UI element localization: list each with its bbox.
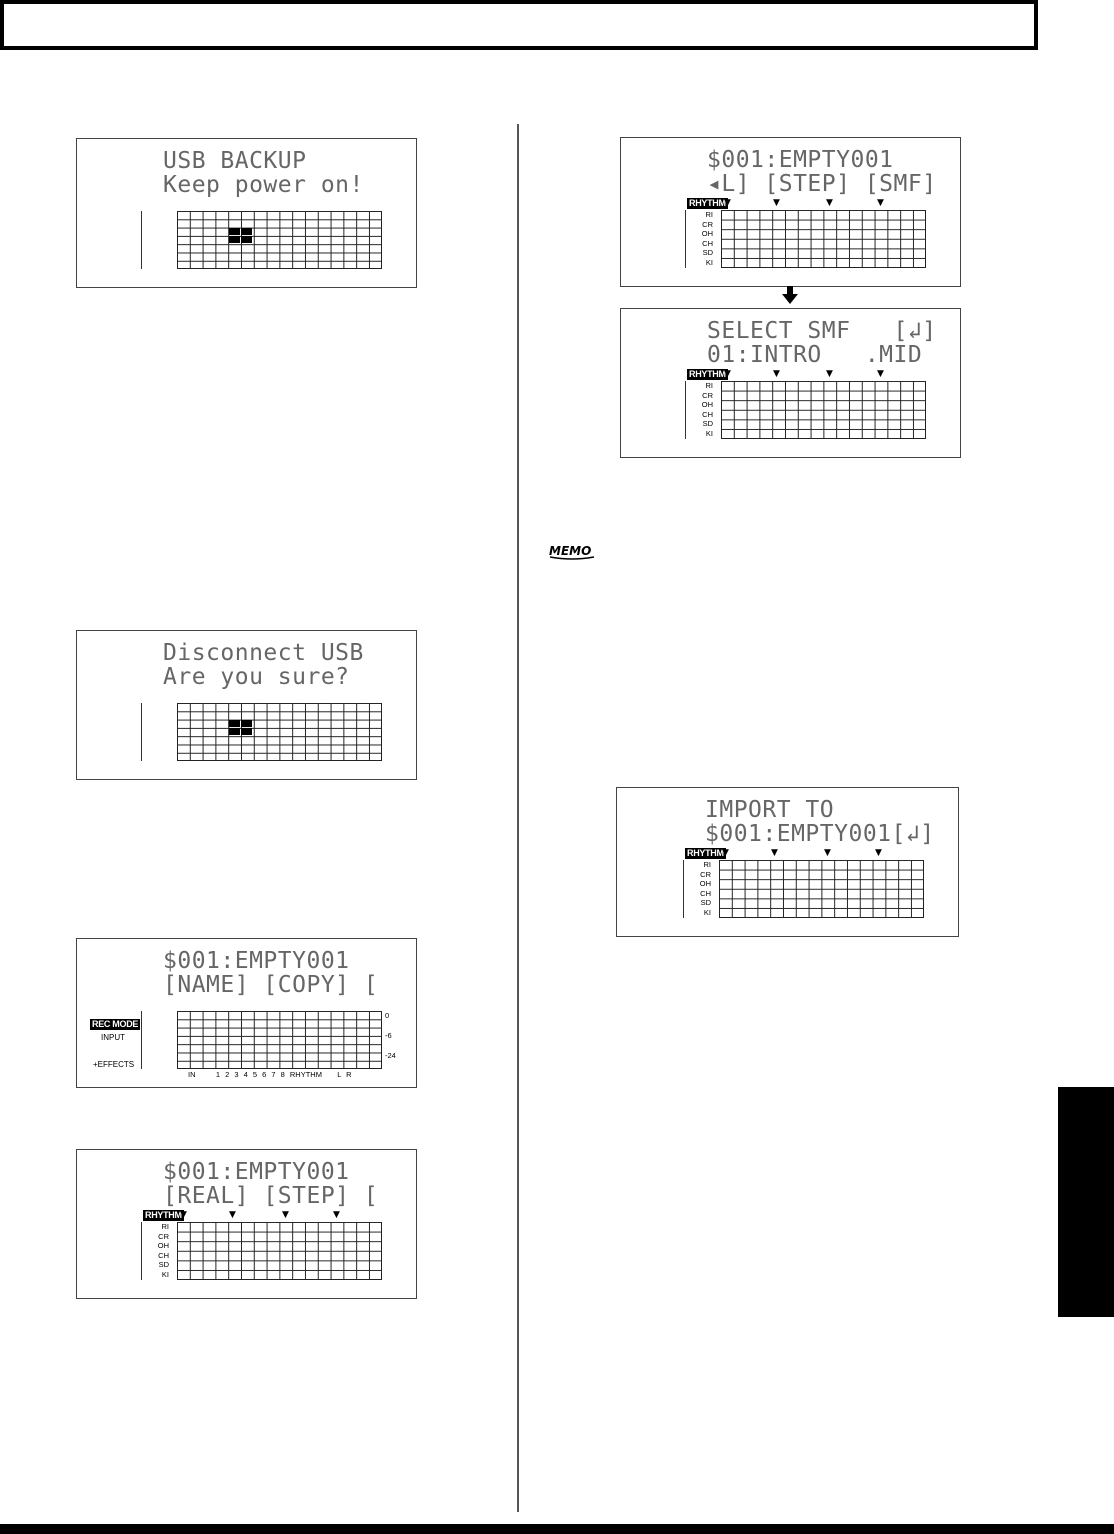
lcd-line-1: $001:EMPTY001 (163, 1159, 350, 1185)
progress-block (229, 228, 240, 235)
beat-marker: ▼ (824, 848, 831, 858)
rec-mode-tag: REC MODE (92, 1019, 139, 1029)
lcd-divider (141, 211, 142, 269)
drum-row-labels (153, 1222, 169, 1280)
lcd-line-2: ◂L] [STEP] [SMF] (707, 171, 937, 197)
drum-label: OH (701, 400, 713, 410)
drum-label: CH (158, 1250, 169, 1260)
beat-marker: ▼ (877, 369, 884, 379)
beat-marker: ▼ (229, 1210, 236, 1220)
progress-block (241, 728, 252, 735)
rhythm-tag: RHYTHM (145, 1210, 182, 1220)
progress-block (229, 728, 240, 735)
lcd-line-2: [REAL] [STEP] [ (163, 1183, 379, 1209)
drum-pattern-grid (177, 1222, 382, 1280)
lcd-line-2: Keep power on! (163, 172, 364, 198)
drum-label: KI (703, 907, 711, 917)
lcd-grid (177, 703, 382, 761)
beat-marker: ▼ (180, 1210, 187, 1220)
drum-label: SD (158, 1260, 169, 1270)
memo-text: MEMO (549, 544, 592, 558)
beat-marker: ▼ (877, 198, 884, 208)
lcd-import-to (616, 787, 959, 937)
lcd-divider (141, 703, 142, 761)
beat-marker: ▼ (826, 198, 833, 208)
channel-labels: IN 1 2 3 4 5 6 7 8 RHYTHM L R (188, 1070, 352, 1079)
rhythm-tag: RHYTHM (689, 369, 726, 379)
lcd-line-1: $001:EMPTY001 (707, 147, 894, 173)
drum-row-labels (697, 210, 713, 268)
lcd-line-2: $001:EMPTY001[↲] (705, 821, 935, 847)
drum-label: CR (702, 219, 713, 229)
drum-label: OH (699, 879, 711, 889)
bottom-bar (0, 1524, 1114, 1534)
drum-label: OH (157, 1241, 169, 1251)
progress-block (229, 720, 240, 727)
progress-block (241, 236, 252, 243)
drum-label: SD (702, 248, 713, 258)
drum-label: RI (705, 210, 713, 219)
drum-label: CR (702, 390, 713, 400)
lcd-smf-menu (620, 137, 961, 287)
lcd-divider (685, 381, 686, 439)
drum-label: CR (158, 1231, 169, 1241)
lcd-divider (141, 1222, 142, 1280)
drum-label: RI (161, 1222, 169, 1231)
lcd-divider (141, 1011, 142, 1069)
beat-marker: ▼ (773, 369, 780, 379)
lcd-rhythm-menu (76, 1149, 417, 1299)
lcd-select-smf (620, 308, 961, 458)
section-tab (1058, 1087, 1114, 1317)
drum-label: SD (700, 898, 711, 908)
drum-label: KI (705, 428, 713, 438)
beat-marker: ▼ (826, 369, 833, 379)
drum-pattern-grid (721, 381, 926, 439)
drum-label: CR (700, 869, 711, 879)
drum-label: CH (700, 888, 711, 898)
beat-marker: ▼ (333, 1210, 340, 1220)
rhythm-tag: RHYTHM (689, 198, 726, 208)
progress-block (241, 228, 252, 235)
drum-label: KI (161, 1269, 169, 1279)
lcd-grid (177, 211, 382, 269)
meter-scale-6: -6 (385, 1031, 392, 1040)
header-box (0, 0, 1038, 50)
lcd-line-1: SELECT SMF [↲] (707, 318, 937, 344)
drum-label: OH (701, 229, 713, 239)
meter-scale-24: -24 (385, 1051, 396, 1060)
drum-label: CH (702, 409, 713, 419)
level-meter-grid (177, 1011, 382, 1069)
beat-marker: ▼ (773, 198, 780, 208)
beat-marker: ▼ (722, 848, 729, 858)
effects-label: +EFFECTS (93, 1060, 135, 1069)
rhythm-tag: RHYTHM (687, 848, 724, 858)
beat-marker: ▼ (875, 848, 882, 858)
beat-marker: ▼ (724, 198, 731, 208)
progress-block (229, 236, 240, 243)
drum-label: CH (702, 238, 713, 248)
lcd-line-1: Disconnect USB (163, 640, 364, 666)
meter-scale-0: 0 (385, 1011, 390, 1020)
arrow-down-icon (782, 286, 798, 304)
lcd-line-2: Are you sure? (163, 664, 350, 690)
beat-marker: ▼ (282, 1210, 289, 1220)
drum-row-labels (697, 381, 713, 439)
lcd-line-1: $001:EMPTY001 (163, 948, 350, 974)
lcd-disconnect-usb (76, 630, 417, 780)
drum-label: RI (703, 860, 711, 869)
lcd-divider (683, 860, 684, 918)
memo-icon (548, 542, 596, 560)
drum-label: SD (702, 419, 713, 429)
lcd-song-menu (76, 938, 417, 1088)
beat-marker: ▼ (724, 369, 731, 379)
lcd-usb-backup (76, 138, 417, 288)
drum-row-labels (695, 860, 711, 918)
column-divider (517, 124, 519, 1512)
lcd-line-1: IMPORT TO (705, 797, 835, 823)
drum-label: RI (705, 381, 713, 390)
input-label: INPUT (101, 1033, 125, 1042)
lcd-line-2: [NAME] [COPY] [ (163, 972, 379, 998)
lcd-divider (685, 210, 686, 268)
drum-pattern-grid (721, 210, 926, 268)
beat-marker: ▼ (771, 848, 778, 858)
lcd-line-2: 01:INTRO .MID (707, 342, 923, 368)
lcd-line-1: USB BACKUP (163, 148, 307, 174)
drum-label: KI (705, 257, 713, 267)
progress-block (241, 720, 252, 727)
drum-pattern-grid (719, 860, 924, 918)
